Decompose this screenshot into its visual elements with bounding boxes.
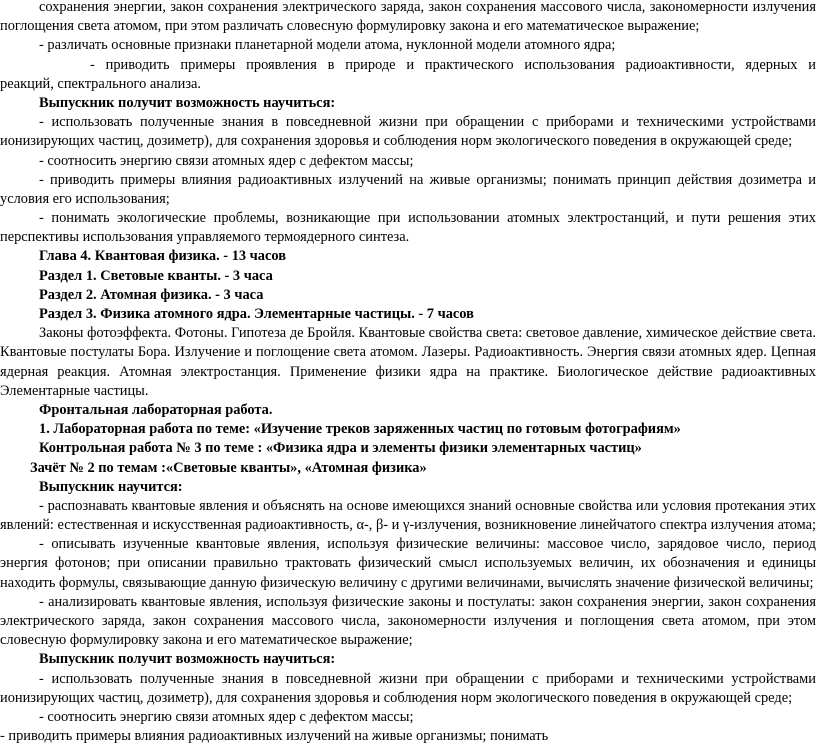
text-line: ядерная реакция. Атомная электростанция. Применение физики ядра на практике. Биологическое действие радиоактивных bbox=[0, 363, 816, 380]
text-line: - использовать полученные знания в повседневной жизни при обращении с приборами и техническими устройствами bbox=[39, 114, 816, 131]
text-line: находить формулы, связывающие данную физическую величину с другими величинами, вычислять значение физической величины; bbox=[0, 574, 814, 591]
heading-line: Зачёт № 2 по темам :«Световые кванты», «Атомная физика» bbox=[30, 459, 427, 476]
heading-line: Выпускник научится: bbox=[39, 478, 183, 495]
text-line: перспективы использования управляемого термоядерного синтеза. bbox=[0, 229, 410, 246]
text-line: условия его использования; bbox=[0, 190, 170, 207]
text-line: - приводить примеры проявления в природе и практического использования радиоактивности, ядерных и bbox=[90, 56, 816, 73]
text-line: электрического заряда, закон сохранения массового числа, закономерности излучения и поглощения света атомом, при этом bbox=[0, 613, 816, 629]
text-line: энергия фотонов; при описании правильно трактовать физический смысл используемых величин, их обозначения и единицы bbox=[0, 555, 816, 572]
text-line: реакций, спектрального анализа. bbox=[0, 75, 202, 92]
text-line: - приводить примеры влияния радиоактивных излучений на живые организмы; понимать принцип действия дозиметра и bbox=[39, 171, 816, 188]
text-line: - понимать экологические проблемы, возникающие при использовании атомных электростанций, и пути решения этих bbox=[39, 210, 816, 227]
text-line: ионизирующих частиц, дозиметр), для сохранения здоровья и соблюдения норм экологического поведения в окружающей среде; bbox=[0, 689, 793, 706]
heading-line: 1. Лабораторная работа по теме: «Изучение треков заряженных частиц по готовым фотографиям» bbox=[39, 421, 681, 438]
text-line: сохранения энергии, закон сохранения электрического заряда, закон сохранения массового числа, закономерности излучения bbox=[39, 0, 816, 15]
text-line: Квантовые постулаты Бора. Излучение и поглощение света атомом. Лазеры. Радиоактивность. Энергия связи атомных ядер. Цепная bbox=[0, 344, 816, 361]
text-line: - соотносить энергию связи атомных ядер с дефектом массы; bbox=[39, 708, 414, 725]
heading-line: Выпускник получит возможность научиться: bbox=[39, 94, 336, 111]
text-line: - распознавать квантовые явления и объяснять на основе имеющихся знаний основные свойства или условия протекания этих bbox=[39, 497, 816, 514]
text-line: Законы фотоэффекта. Фотоны. Гипотеза де Бройля. Квантовые свойства света: световое давление, химическое действие света. bbox=[39, 325, 816, 342]
text-line: ионизирующих частиц, дозиметр), для сохранения здоровья и соблюдения норм экологического поведения в окружающей среде; bbox=[0, 133, 793, 150]
text-line: словесную формулировку закона и его математическое выражение; bbox=[0, 632, 413, 649]
text-line: - соотносить энергию связи атомных ядер с дефектом массы; bbox=[39, 152, 414, 169]
text-line: - описывать изученные квантовые явления, используя физические величины: массовое число, зарядовое число, период bbox=[39, 536, 816, 553]
text-line: явлений: естественная и искусственная радиоактивность, α-, β- и γ-излучения, возникновение линейчатого спектра излучения атома; bbox=[0, 517, 816, 534]
text-line: - различать основные признаки планетарной модели атома, нуклонной модели атомного ядра; bbox=[39, 37, 616, 54]
text-line: Элементарные частицы. bbox=[0, 382, 149, 399]
heading-line: Глава 4. Квантовая физика. - 13 часов bbox=[39, 248, 286, 265]
text-line: - использовать полученные знания в повседневной жизни при обращении с приборами и техническими устройствами bbox=[39, 670, 816, 687]
text-line: - анализировать квантовые явления, используя физические законы и постулаты: закон сохранения энергии, закон сохранения bbox=[39, 593, 816, 610]
heading-line: Раздел 2. Атомная физика. - 3 часа bbox=[39, 286, 264, 303]
text-line: поглощения света атомом, при этом различать словесную формулировку закона и его математическое выражение; bbox=[0, 18, 700, 35]
heading-line: Раздел 1. Световые кванты. - 3 часа bbox=[39, 267, 273, 284]
heading-line: Контрольная работа № 3 по теме : «Физика ядра и элементы физики элементарных частиц» bbox=[39, 440, 642, 457]
heading-line: Выпускник получит возможность научиться: bbox=[39, 651, 336, 668]
text-line: - приводить примеры влияния радиоактивных излучений на живые организмы; понимать bbox=[0, 728, 549, 745]
heading-line: Раздел 3. Физика атомного ядра. Элементарные частицы. - 7 часов bbox=[39, 306, 474, 322]
heading-line: Фронтальная лабораторная работа. bbox=[39, 401, 273, 418]
